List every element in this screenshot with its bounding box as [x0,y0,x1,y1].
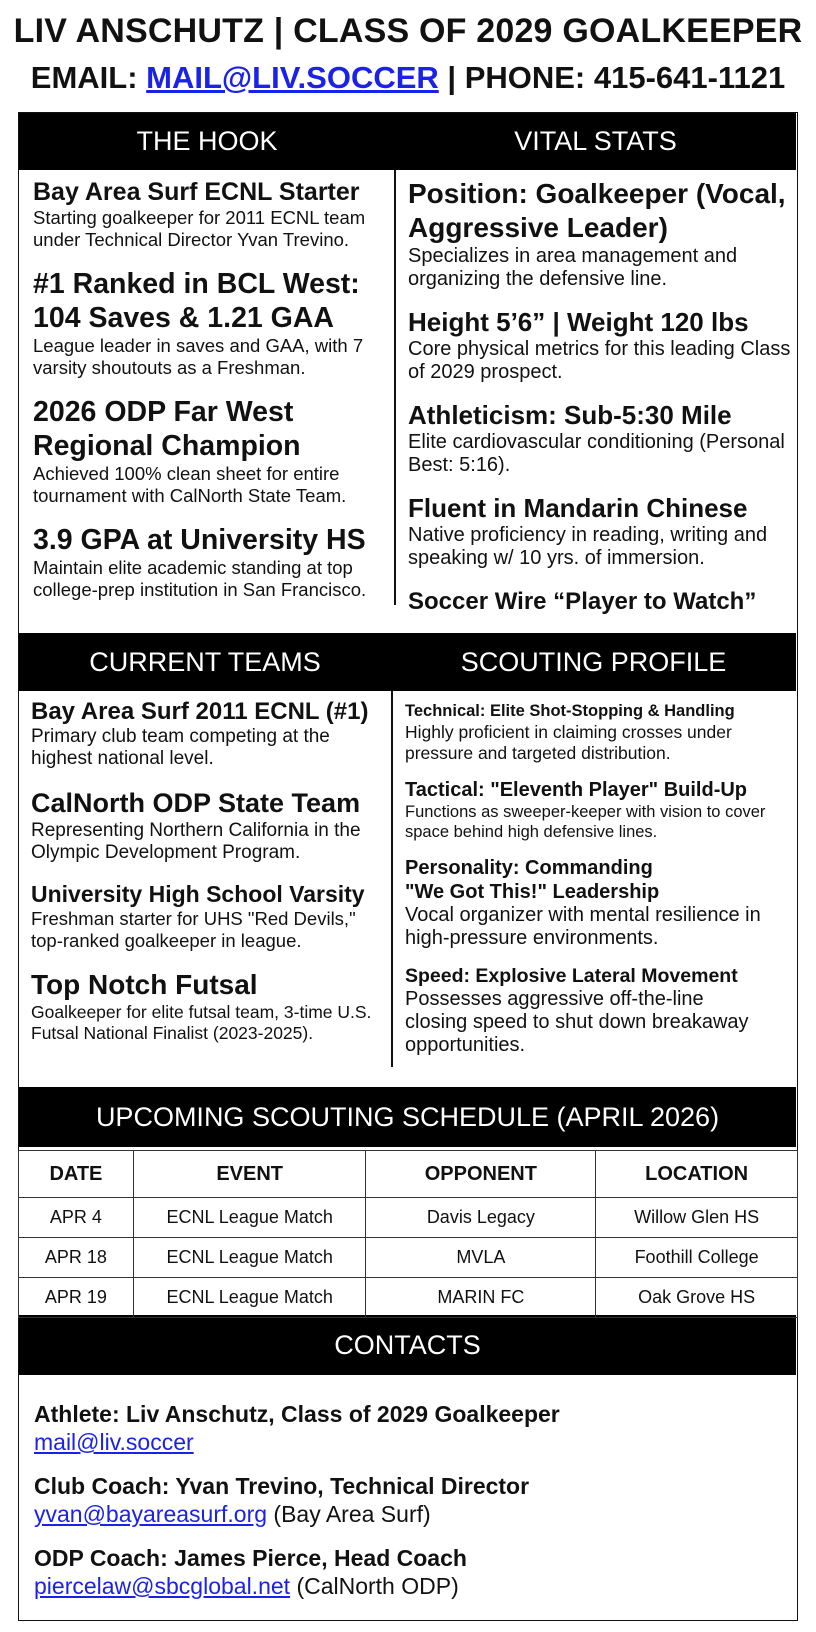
hook-item-title: #1 Ranked in BCL West: 104 Saves & 1.21 GAA [33,268,360,334]
scouting-item [405,701,787,764]
vital-item [408,400,792,477]
contact-entry [34,1472,774,1528]
vital-item [408,177,792,291]
team-item-title: Top Notch Futsal [31,969,258,1000]
scouting-item-text: Functions as sweeper-keeper with vision to cover space behind high defensive lines. [405,803,766,841]
hook-item-text: Maintain elite academic standing at top college-prep institution in San Francisco. [33,557,367,600]
opponent-cell: Davis Legacy [366,1198,596,1238]
column-header: EVENT [133,1151,366,1198]
vital-item-title: Position: Goalkeeper (Vocal, Aggressive Leader) [408,178,786,243]
opponent-cell: MVLA [366,1238,596,1278]
event-cell: ECNL League Match [133,1198,366,1238]
schedule-header-row [19,1151,798,1198]
page-title: LIV ANSCHUTZ | CLASS OF 2029 GOALKEEPER [13,12,803,50]
contact-name: ODP Coach: James Pierce, Head Coach [34,1545,467,1571]
column-header: OPPONENT [366,1151,596,1198]
hook-section [33,177,389,617]
hook-item [33,523,389,601]
contact-name: Club Coach: Yvan Trevino, Technical Director [34,1473,530,1499]
vital-item-text: Specializes in area management and organizing the defensive line. [408,245,738,290]
date-cell: APR 4 [19,1198,134,1238]
team-item-title: CalNorth ODP State Team [31,788,361,818]
table-row [19,1238,798,1278]
scouting-item-text: Vocal organizer with mental resilience in high-pressure environments. [405,904,761,949]
hook-item [33,395,389,507]
scouting-item-text: Highly proficient in claiming crosses under pressure and targeted distribution. [405,722,732,763]
header-contact-line [0,60,816,96]
email-label: EMAIL: [30,60,138,95]
contacts-heading: CONTACTS [19,1315,796,1375]
contact-email-link[interactable]: yvan@bayareasurf.org [34,1501,268,1527]
team-item-text: Primary club team competing at the highest national level. [31,726,330,769]
vital-item-text: Elite cardiovascular conditioning (Personal Best: 5:16). [408,431,785,476]
contact-name: Athlete: Liv Anschutz, Class of 2029 Goalkeeper [34,1401,560,1427]
vital-item [408,307,792,384]
team-item [31,697,387,770]
vital-item-title: Athleticism: Sub-5:30 Mile [408,400,732,430]
scouting-item-title: Technical: Elite Shot-Stopping & Handling [405,702,735,720]
table-row [19,1198,798,1238]
vital-item-title: Soccer Wire “Player to Watch” [408,588,757,615]
hook-item-text: League leader in saves and GAA, with 7 varsity shoutouts as a Freshman. [33,335,364,378]
contact-email-link[interactable]: piercelaw@sbcglobal.net [34,1573,291,1599]
team-item-text: Goalkeeper for elite futsal team, 3-time U.S. Futsal National Finalist (2023-2025). [31,1002,372,1043]
hook-item-title: 3.9 GPA at University HS [33,524,366,556]
hook-item-text: Achieved 100% clean sheet for entire tournament with CalNorth State Team. [33,463,347,506]
scouting-item-title: Speed: Explosive Lateral Movement [405,965,738,987]
column-divider [391,691,393,1067]
table-row [19,1278,798,1318]
hook-item-text: Starting goalkeeper for 2011 ECNL team under Technical Director Yvan Trevino. [33,207,366,250]
contact-org: (Bay Area Surf) [273,1501,431,1527]
scouting-item-text: Possesses aggressive off-the-line closing speed to shut down breakaway opportunities. [405,988,749,1056]
column-header: DATE [19,1151,134,1198]
location-cell: Oak Grove HS [596,1278,798,1318]
vital-item-title: Fluent in Mandarin Chinese [408,493,748,523]
hook-item-title: Bay Area Surf ECNL Starter [33,178,360,206]
current-teams-section [31,697,387,1060]
scouting-item [405,964,787,1057]
profile-sheet [18,112,798,1621]
phone-label: | PHONE: 415-641-1121 [447,60,786,95]
date-cell: APR 18 [19,1238,134,1278]
team-item [31,968,387,1044]
scouting-item-title: Personality: Commanding "We Got This!" Leadership [405,857,660,903]
location-cell: Willow Glen HS [596,1198,798,1238]
vital-item [408,586,792,617]
team-item-title: Bay Area Surf 2011 ECNL (#1) [31,698,369,725]
contact-org: (CalNorth ODP) [296,1573,459,1599]
scouting-item [405,856,787,950]
hook-item [33,177,389,251]
scouting-item [405,778,787,842]
opponent-cell: MARIN FC [366,1278,596,1318]
contact-entry [34,1400,774,1456]
date-cell: APR 19 [19,1278,134,1318]
vital-item [408,493,792,570]
current-teams-heading: CURRENT TEAMS [19,633,391,691]
team-item-text: Freshman starter for UHS "Red Devils," top-ranked goalkeeper in league. [31,908,356,951]
team-item [31,880,387,952]
hook-item-title: 2026 ODP Far West Regional Champion [33,396,301,462]
scouting-profile-section [405,701,787,1073]
vital-stats-section [408,177,792,633]
vital-item-text: Core physical metrics for this leading Class of 2029 prospect. [408,338,791,383]
hook-item [33,267,389,379]
scouting-item-title: Tactical: "Eleventh Player" Build-Up [405,779,748,801]
vital-item-text: Native proficiency in reading, writing and speaking w/ 10 yrs. of immersion. [408,524,768,569]
team-item-text: Representing Northern California in the Olympic Development Program. [31,820,361,863]
event-cell: ECNL League Match [133,1278,366,1318]
hook-heading: THE HOOK [19,113,395,170]
vital-stats-heading: VITAL STATS [395,113,796,170]
event-cell: ECNL League Match [133,1238,366,1278]
header-email-link[interactable]: MAIL@LIV.SOCCER [146,60,439,95]
vital-item-title: Height 5’6” | Weight 120 lbs [408,307,749,337]
team-item-title: University High School Varsity [31,881,365,907]
scouting-profile-heading: SCOUTING PROFILE [391,633,796,691]
schedule-table [18,1150,798,1318]
contact-email-link[interactable]: mail@liv.soccer [34,1429,194,1455]
team-item [31,786,387,864]
schedule-heading: UPCOMING SCOUTING SCHEDULE (APRIL 2026) [19,1087,796,1147]
column-header: LOCATION [596,1151,798,1198]
contact-entry [34,1544,774,1600]
location-cell: Foothill College [596,1238,798,1278]
column-divider [394,170,396,605]
contacts-section [34,1400,774,1616]
